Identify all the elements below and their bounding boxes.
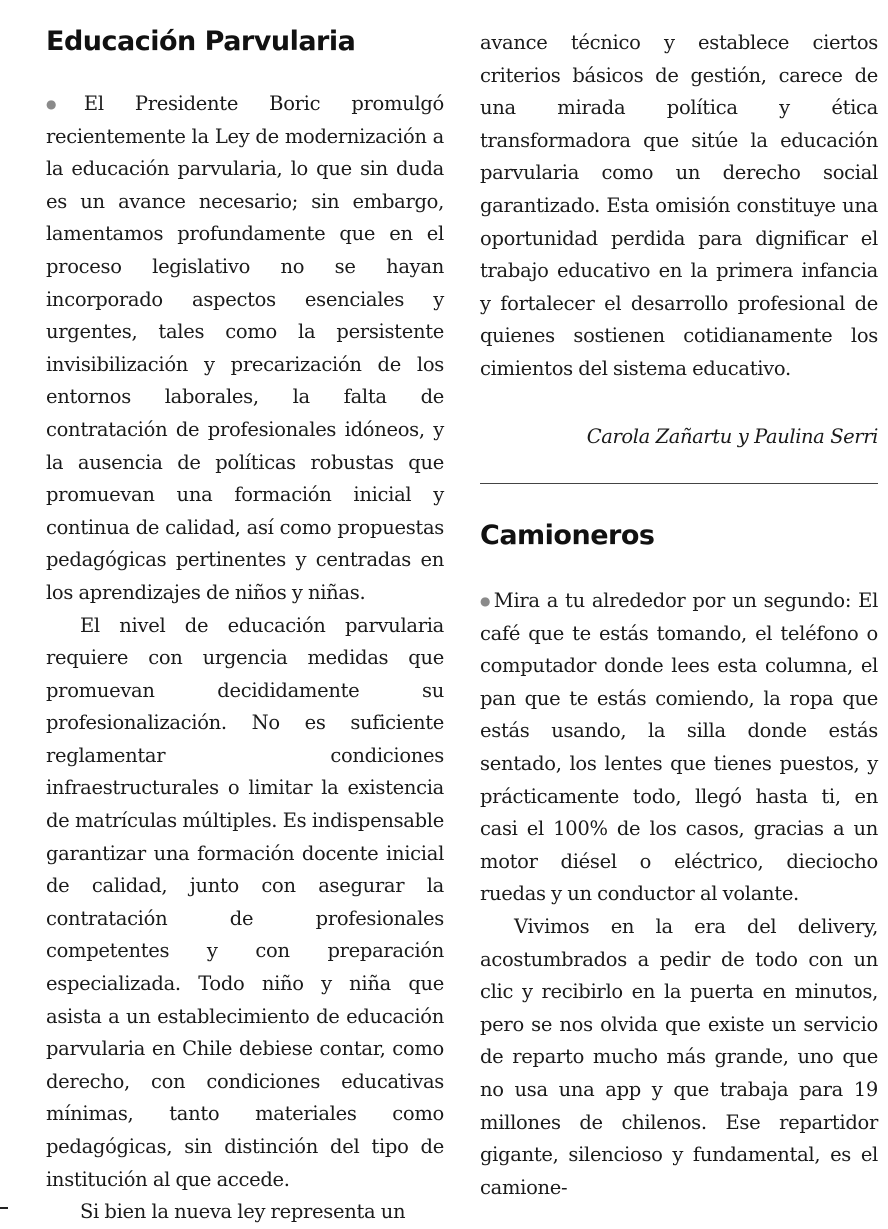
- article-body-educacion: [46, 88, 444, 1229]
- paragraph: [480, 585, 878, 911]
- paragraph: Si bien la nueva ley representa un: [80, 1200, 406, 1224]
- paragraph: [46, 88, 444, 610]
- paragraph: avance técnico y establece ciertos criterios básicos de gestión, carece de una mirada política y ética transformadora que sitúe la educación parvularia como un derecho social garantizado. Esta omisión constituye una oportunidad perdida para dignificar el trabajo educativo en la primera infancia y fortalecer el desarrollo profesional de quienes sostienen cotidianamente los cimientos del sistema educativo.: [480, 31, 878, 380]
- byline: Carola Zañartu y Paulina Serri: [586, 425, 878, 448]
- bullet-icon: [480, 589, 494, 612]
- article-heading-educacion: Educación Parvularia: [46, 26, 356, 57]
- bullet-icon: [46, 92, 84, 115]
- article-body-continued: [480, 27, 878, 386]
- article-body-camioneros: [480, 585, 878, 1204]
- paragraph: El nivel de educación parvularia requiere con urgencia medidas que promuevan decididamente su profesionalización. No es suficiente reglamentar condiciones infraestructurales o limitar la existencia de matrículas múltiples. Es indispensable garantizar una formación docente inicial de calidad, junto con asegurar la contratación de profesionales competentes y con preparación especializada. Todo niño y niña que asista a un establecimiento de educación parvularia en Chile debiese contar, como derecho, con condiciones educativas mínimas, tanto materiales como pedagógicas, sin distinción del tipo de institución al que accede.: [46, 613, 444, 1191]
- crop-mark: [0, 1207, 8, 1209]
- section-divider: [480, 483, 878, 484]
- paragraph-text: El Presidente Boric promulgó recientemente la Ley de modernización a la educación parvularia, lo que sin duda es un avance necesario; sin embargo, lamentamos profundamente que en el proceso legislativo no se hayan incorporado aspectos esenciales y urgentes, tales como la persistente invisibilización y precarización de los entornos laborales, la falta de contratación de profesionales idóneos, y la ausencia de políticas robustas que promuevan una formación inicial y continua de calidad, así como propuestas pedagógicas pertinentes y centradas en los aprendizajes de niños y niñas.: [46, 92, 444, 604]
- article-heading-camioneros: Camioneros: [480, 520, 655, 551]
- paragraph: Vivimos en la era del delivery, acostumbrados a pedir de todo con un clic y recibirlo en la puerta en minutos, pero se nos olvida que existe un servicio de reparto mucho más grande, uno que no usa una app y que trabaja para 19 millones de chilenos. Ese repartidor gigante, silencioso y fundamental, es el camione-: [480, 914, 878, 1199]
- paragraph-text: Mira a tu alrededor por un segundo: El café que te estás tomando, el teléfono o computador donde lees esta columna, el pan que te estás comiendo, la ropa que estás usando, la silla donde estás sentado, los lentes que tienes puestos, y prácticamente todo, llegó hasta ti, en casi el 100% de los casos, gracias a un motor diésel o eléctrico, dieciocho ruedas y un conductor al volante.: [480, 589, 879, 906]
